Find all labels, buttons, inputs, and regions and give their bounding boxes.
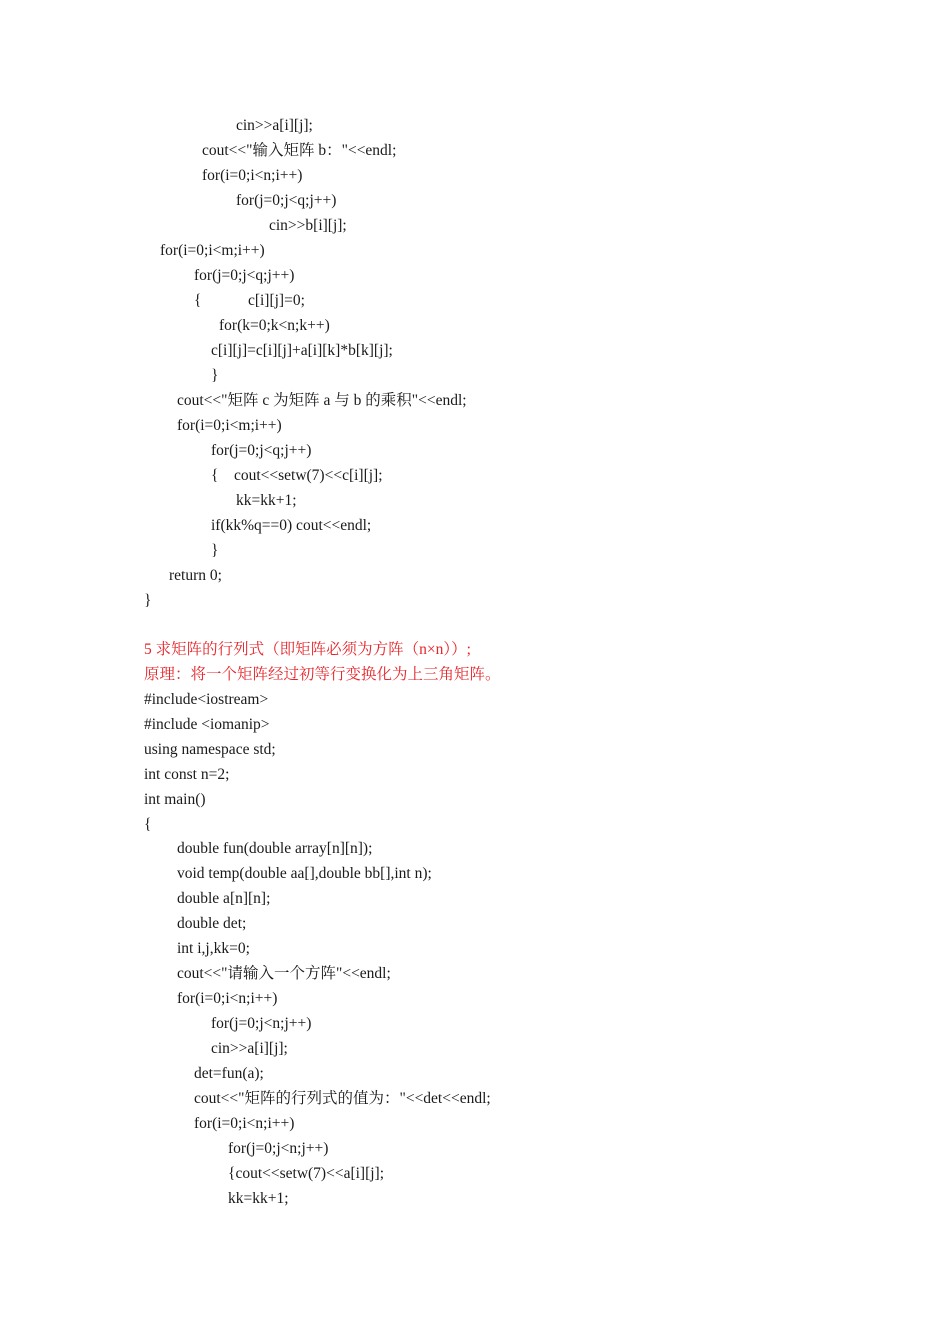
- code-line: for(j=0;j<n;j++): [228, 1140, 329, 1157]
- code-line: for(k=0;k<n;k++): [219, 317, 330, 334]
- code-line: for(i=0;i<n;i++): [194, 1115, 295, 1132]
- code-line: cin>>b[i][j];: [269, 217, 347, 234]
- code-line: int i,j,kk=0;: [177, 940, 250, 957]
- code-line: int main(): [144, 791, 206, 808]
- code-line: double det;: [177, 915, 247, 932]
- code-line: for(i=0;i<n;i++): [202, 167, 303, 184]
- code-line: for(i=0;i<m;i++): [177, 417, 282, 434]
- code-line: double a[n][n];: [177, 890, 271, 907]
- code-line: cout<<"输入矩阵 b："<<endl;: [202, 142, 397, 159]
- code-line: { cout<<setw(7)<<c[i][j];: [211, 467, 383, 484]
- code-line: {cout<<setw(7)<<a[i][j];: [228, 1165, 385, 1182]
- code-line: for(j=0;j<q;j++): [194, 267, 295, 284]
- code-line: #include<iostream>: [144, 691, 269, 708]
- code-line: kk=kk+1;: [236, 492, 297, 509]
- section-heading: 5 求矩阵的行列式（即矩阵必须为方阵（n×n））;: [144, 641, 471, 658]
- code-line: }: [144, 592, 152, 609]
- code-line: double fun(double array[n][n]);: [177, 840, 373, 857]
- code-line: {: [144, 816, 152, 833]
- code-line: using namespace std;: [144, 741, 276, 758]
- code-line: #include <iomanip>: [144, 716, 270, 733]
- code-line: cin>>a[i][j];: [236, 117, 313, 134]
- code-line: cout<<"矩阵的行列式的值为："<<det<<endl;: [194, 1090, 491, 1107]
- code-line: kk=kk+1;: [228, 1190, 289, 1207]
- code-line: }: [211, 542, 219, 559]
- section-principle: 原理：将一个矩阵经过初等行变换化为上三角矩阵。: [144, 666, 501, 683]
- code-line: det=fun(a);: [194, 1065, 264, 1082]
- code-line: for(j=0;j<n;j++): [211, 1015, 312, 1032]
- code-line: int const n=2;: [144, 766, 230, 783]
- code-line: for(j=0;j<q;j++): [211, 442, 312, 459]
- code-line: { c[i][j]=0;: [194, 292, 305, 309]
- code-line: for(i=0;i<m;i++): [160, 242, 265, 259]
- code-line: void temp(double aa[],double bb[],int n);: [177, 865, 432, 882]
- code-line: return 0;: [169, 567, 222, 584]
- code-line: for(j=0;j<q;j++): [236, 192, 337, 209]
- code-line: if(kk%q==0) cout<<endl;: [211, 517, 372, 534]
- code-line: c[i][j]=c[i][j]+a[i][k]*b[k][j];: [211, 342, 393, 359]
- code-line: cout<<"请输入一个方阵"<<endl;: [177, 965, 391, 982]
- code-line: for(i=0;i<n;i++): [177, 990, 278, 1007]
- code-line: cout<<"矩阵 c 为矩阵 a 与 b 的乘积"<<endl;: [177, 392, 467, 409]
- code-line: }: [211, 367, 219, 384]
- code-line: cin>>a[i][j];: [211, 1040, 288, 1057]
